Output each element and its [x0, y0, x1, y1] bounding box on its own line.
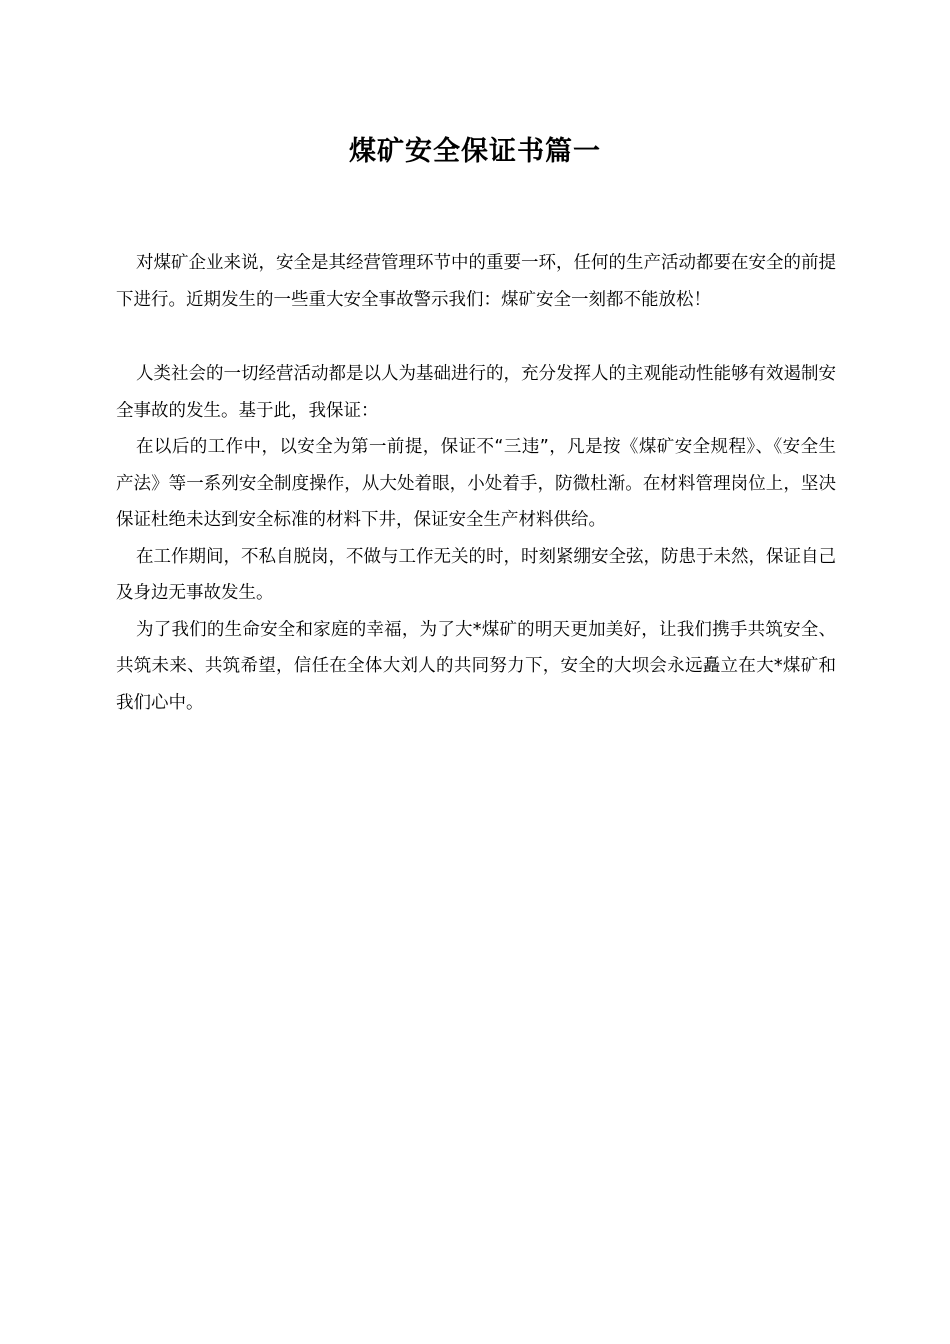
paragraph-commitment-duty: 在工作期间，不私自脱岗，不做与工作无关的时，时刻紧绷安全弦，防患于未然，保证自己及身边无事故发生。 [116, 546, 836, 603]
paragraph-closing: 为了我们的生命安全和家庭的幸福，为了大*煤矿的明天更加美好，让我们携手共筑安全、共筑未来、共筑希望，信任在全体大刘人的共同努力下，安全的大坝会永远矗立在大*煤矿和我们心中。 [116, 619, 836, 713]
paragraph-foundation: 人类社会的一切经营活动都是以人为基础进行的，充分发挥人的主观能动性能够有效遏制安全事故的发生。基于此，我保证： [116, 364, 836, 421]
document-body [116, 245, 836, 721]
paragraph-commitment-rules: 在以后的工作中，以安全为第一前提，保证不“三违”，凡是按《煤矿安全规程》、《安全生产法》等一系列安全制度操作，从大处着眼，小处着手，防微杜渐。在材料管理岗位上，坚决保证杜绝未达到安全标准的材料下井，保证安全生产材料供给。 [116, 437, 836, 530]
document-title: 煤矿安全保证书篇一 [349, 136, 601, 167]
paragraph-intro: 对煤矿企业来说，安全是其经营管理环节中的重要一环，任何的生产活动都要在安全的前提下进行。近期发生的一些重大安全事故警示我们：煤矿安全一刻都不能放松！ [116, 253, 836, 310]
